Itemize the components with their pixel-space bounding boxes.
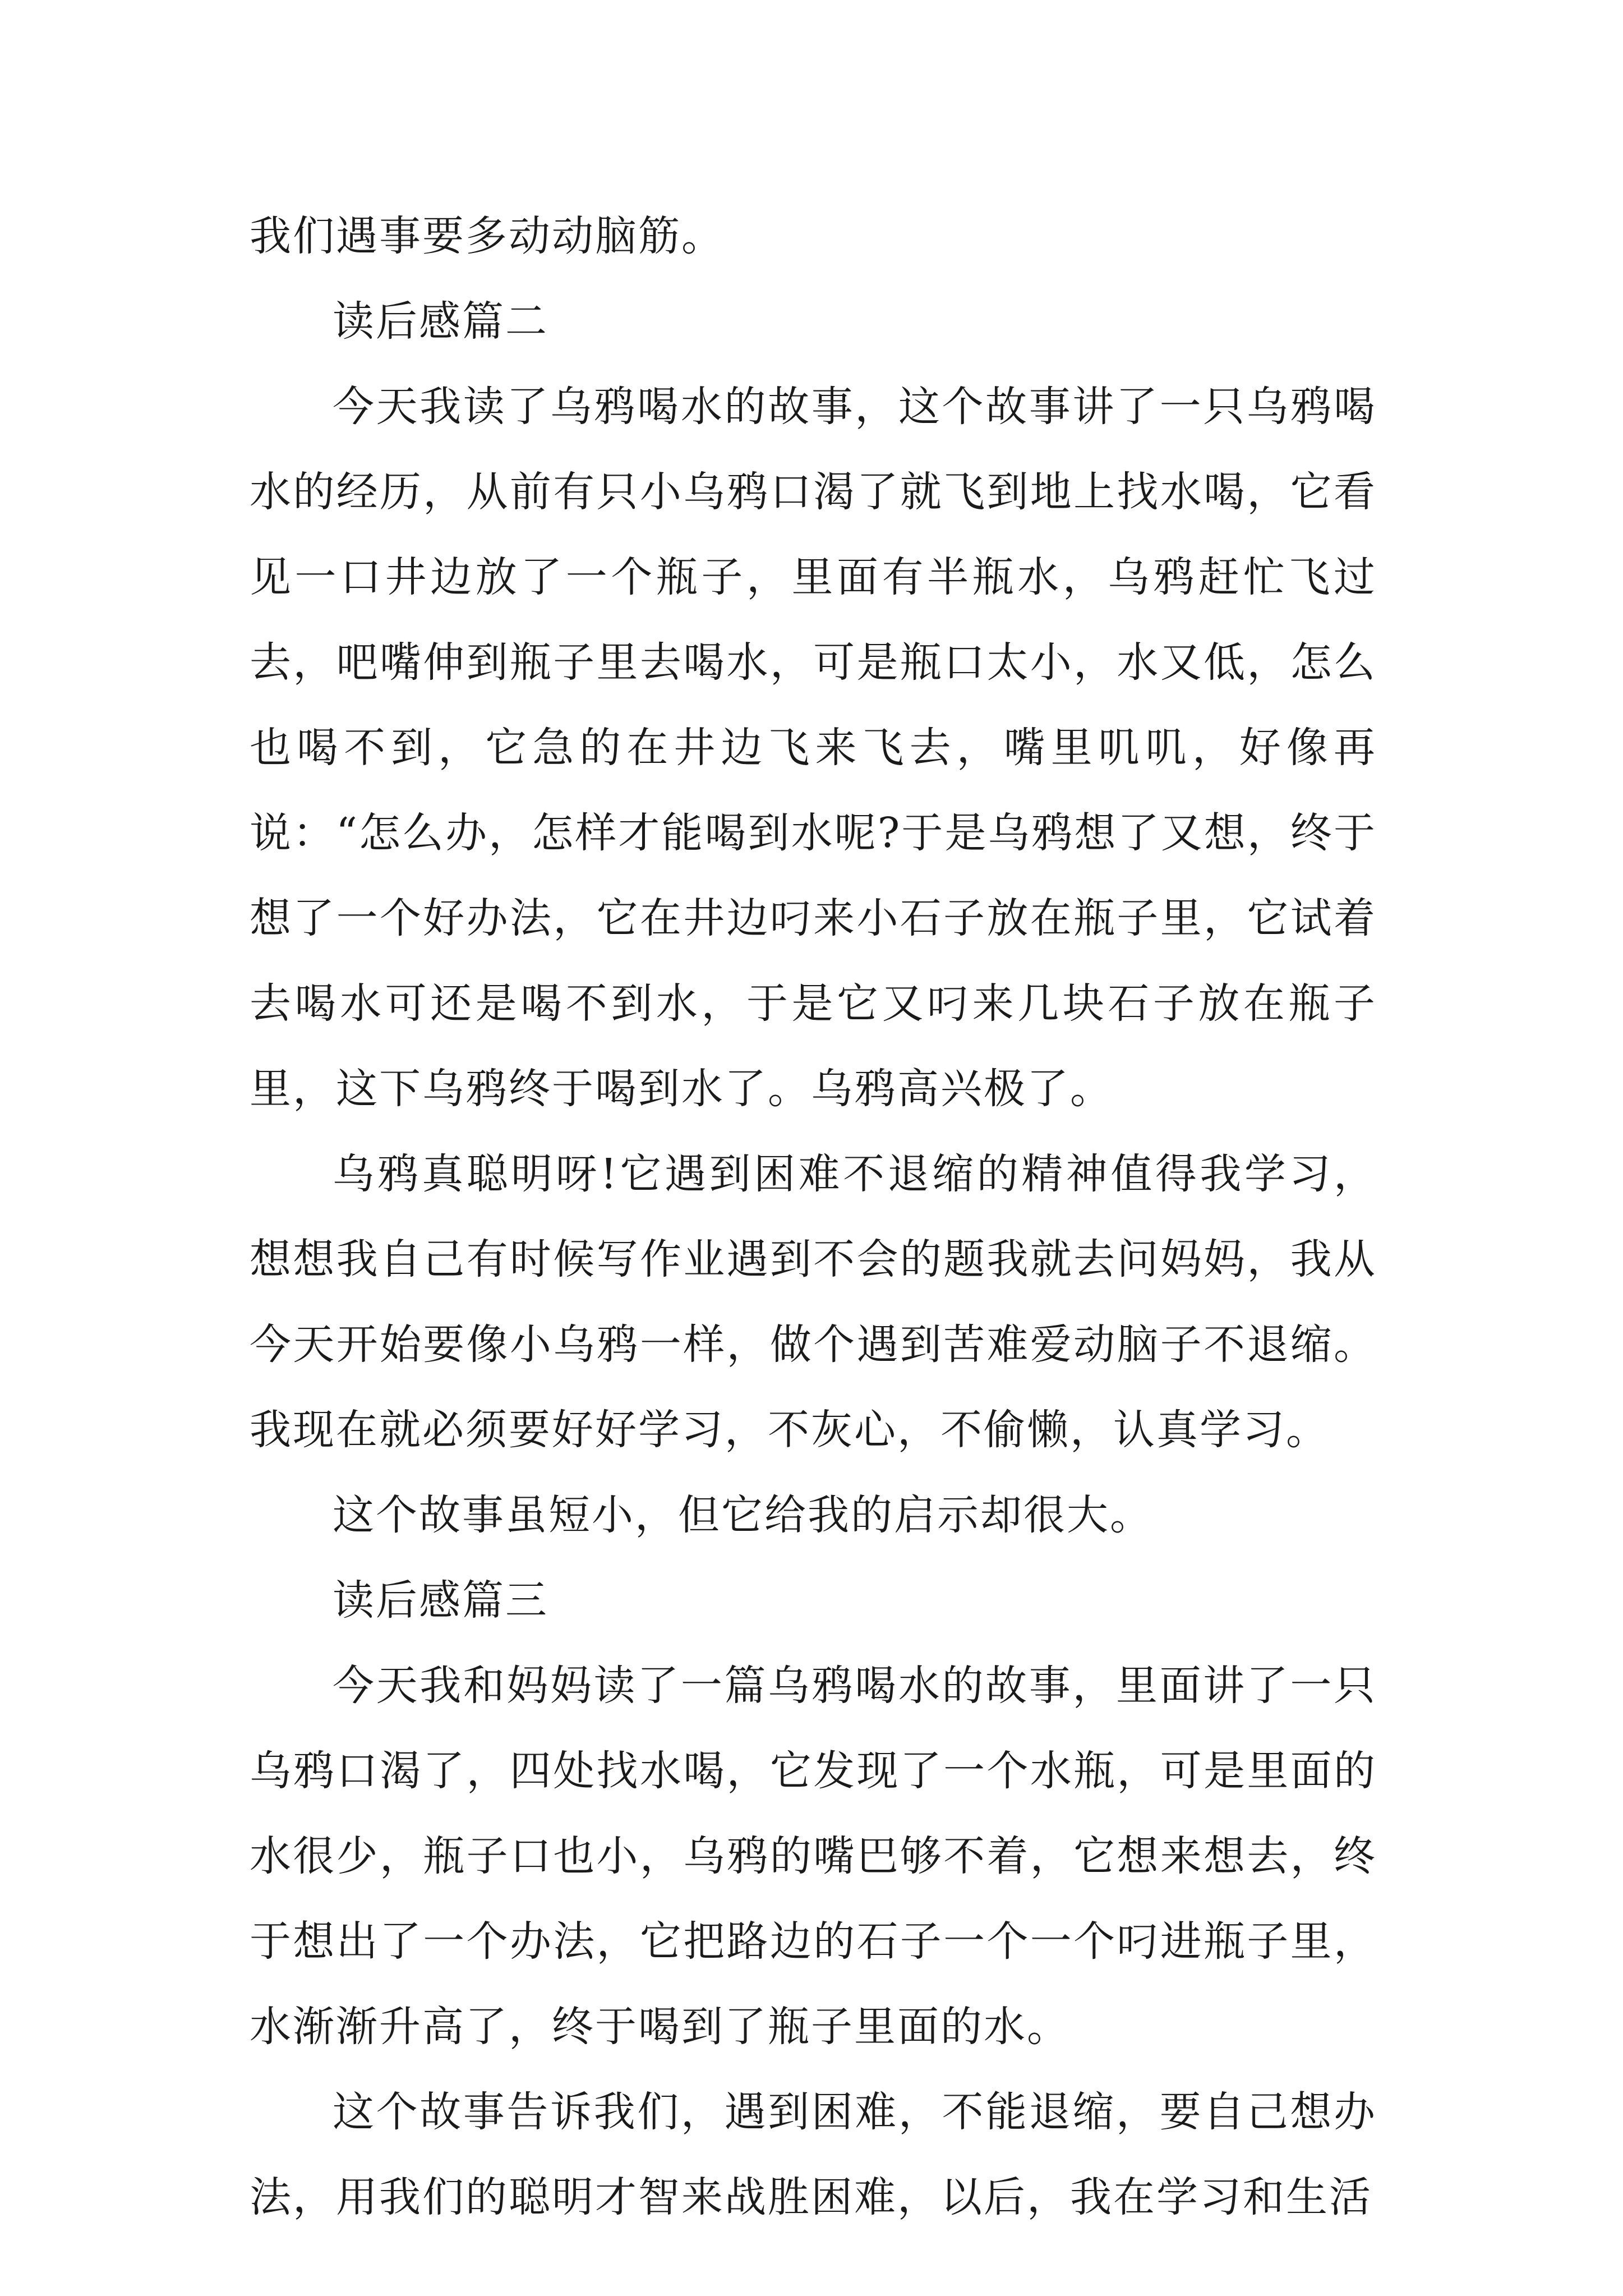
paragraph: 今天我读了乌鸦喝水的故事，这个故事讲了一只乌鸦喝水的经历，从前有只小乌鸦口渴了就飞到地上找水喝，它看见一口井边放了一个瓶子，里面有半瓶水，乌鸦赶忙飞过去，吧嘴伸到瓶子里去喝水，可是瓶口太小，水又低，怎么也喝不到，它急的在井边飞来飞去，嘴里叽叽，好像再说：“怎么办，怎样才能喝到水呢?于是乌鸦想了又想，终于想了一个好办法，它在井边叼来小石子放在瓶子里，它试着去喝水可还是喝不到水，于是它又叼来几块石子放在瓶子里，这下乌鸦终于喝到水了。乌鸦高兴极了。	[250, 383, 1377, 1113]
section-heading-3: 读后感篇三	[333, 1576, 548, 1625]
paragraph: 今天我和妈妈读了一篇乌鸦喝水的故事，里面讲了一只乌鸦口渴了，四处找水喝，它发现了一个水瓶，可是里面的水很少，瓶子口也小，乌鸦的嘴巴够不着，它想来想去，终于想出了一个办法，它把路边的石子一个一个叼进瓶子里，水渐渐升高了，终于喝到了瓶子里面的水。	[250, 1662, 1377, 2051]
document-body	[250, 194, 1377, 2240]
paragraph-continuation: 我们遇事要多动动脑筋。	[250, 212, 725, 260]
paragraph: 这个故事告诉我们，遇到困难，不能退缩，要自己想办法，用我们的聪明才智来战胜困难，以后，我在学习和生活	[250, 2088, 1377, 2221]
paragraph: 乌鸦真聪明呀!它遇到困难不退缩的精神值得我学习，想想我自己有时候写作业遇到不会的题我就去问妈妈，我从今天开始要像小乌鸦一样，做个遇到苦难爱动脑子不退缩。我现在就必须要好好学习，不灰心，不偷懒，认真学习。	[250, 1150, 1377, 1454]
paragraph: 这个故事虽短小，但它给我的启示却很大。	[333, 1491, 1153, 1539]
section-heading-2: 读后感篇二	[333, 297, 548, 346]
